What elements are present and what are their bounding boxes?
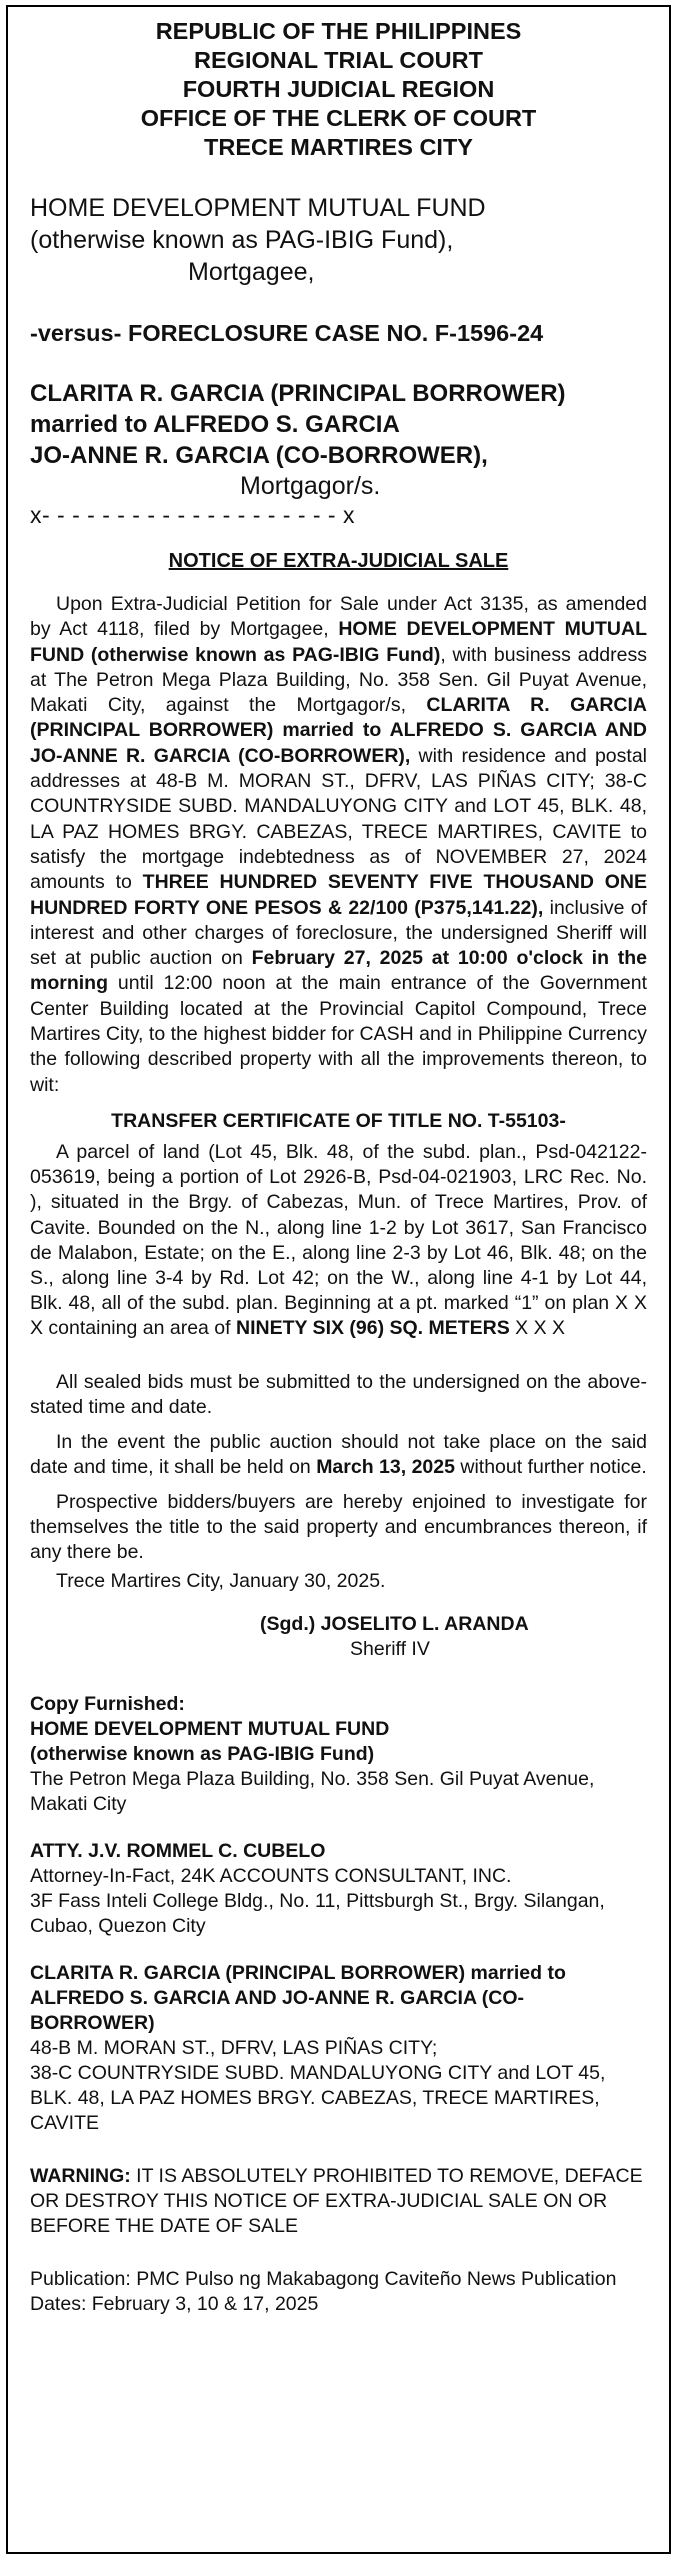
entry-address: The Petron Mega Plaza Building, No. 358 Sen. Gil Puyat Avenue, Makati City [30, 1767, 595, 1815]
bold-run: HOME DEVELOPMENT MUTUAL FUND (otherwise known as PAG-IBIG Fund) [30, 618, 647, 666]
publication-line: Publication: PMC Pulso ng Makabagong Caviteño News Publication [30, 2267, 617, 2290]
entry-address: Attorney-In-Fact, 24K ACCOUNTS CONSULTANT, INC. [30, 1864, 512, 1887]
plaintiff-name: HOME DEVELOPMENT MUTUAL FUND [30, 194, 486, 222]
tct-title: TRANSFER CERTIFICATE OF TITLE NO. T-55103- [111, 1109, 566, 1132]
bold-run: March 13, 2025 [316, 1455, 455, 1478]
bold-run: NINETY SIX (96) SQ. METERS [235, 1317, 510, 1340]
bidders-paragraph: Prospective bidders/buyers are hereby enjoined to investigate for themselves the title to the said property and encumbrances thereon, if any there be. [30, 1490, 647, 1563]
entry-name: CLARITA R. GARCIA (PRINCIPAL BORROWER) married to ALFREDO S. GARCIA AND JO-ANNE R. GARCIA (CO-BORROWER) [30, 1961, 566, 2034]
bold-run: THREE HUNDRED SEVENTY FIVE THOUSAND ONE HUNDRED FORTY ONE PESOS & 22/100 (P375,141.22), [30, 871, 647, 919]
bold-run: February 27, 2025 at 10:00 o'clock in the morning [30, 947, 648, 995]
defendant-line: married to ALFREDO S. GARCIA [30, 411, 400, 438]
header-line: OFFICE OF THE CLERK OF COURT [140, 105, 537, 131]
text-run: X X X [509, 1317, 566, 1340]
signatory-name: (Sgd.) JOSELITO L. ARANDA [260, 1612, 529, 1635]
court-header [30, 17, 647, 162]
entry-name: ATTY. J.V. ROMMEL C. CUBELO [30, 1839, 326, 1862]
copy-furnished-title: Copy Furnished: [30, 1692, 185, 1715]
defendant-line: CLARITA R. GARCIA (PRINCIPAL BORROWER) [30, 380, 566, 407]
text-run: In the event the public auction should not take place on the said date and time, it shall be held on [30, 1430, 647, 1478]
postpone-paragraph [30, 1430, 647, 1480]
entry-address: 3F Fass Inteli College Bldg., No. 11, Pittsburgh St., Brgy. Silangan, Cubao, Quezon City [30, 1889, 605, 1937]
notice-title: NOTICE OF EXTRA-JUDICIAL SALE [168, 550, 509, 572]
bids-paragraph: All sealed bids must be submitted to the undersigned on the above-stated time and date. [30, 1370, 647, 1418]
warning-notice [30, 2164, 647, 2239]
text-run: until 12:00 noon at the main entrance of the Government Center Building located at the Provincial Capitol Compound, Trece Martires City, to the highest bidder for CASH and in Philippine Currency the following described property with all the improvements thereon, to wit: [30, 972, 647, 1096]
plaintiff-block [30, 192, 647, 288]
header-line: FOURTH JUDICIAL REGION [182, 76, 495, 102]
main-paragraph [30, 592, 647, 1098]
signature-block [30, 1612, 647, 1662]
text-run: , with business address at The Petron Mega Plaza Building, No. 358 Sen. Gil Puyat Avenue, Makati City, against the Mortgagor/s, [30, 643, 647, 717]
date-line: Trece Martires City, January 30, 2025. [56, 1569, 386, 1592]
case-number-line: -versus- FORECLOSURE CASE NO. F-1596-24 [30, 320, 544, 346]
text-run: A parcel of land (Lot 45, Blk. 48, of the subd. plan., Psd-042122-053619, being a portion of Lot 2926-B, Psd-04-021903, LRC Rec. No. ), situated in the Brgy. of Cabezas, Mun. of Trece Martires, Prov. of Cavite. Bounded on the N., along line 1-2 by Lot 3617, San Francisco de Malabon, Estate; on the E., along line 2-3 by Lot 46, Blk. 48; on the S., along line 3-4 by Rd. Lot 42; on the W., along line 4-1 by Lot 44, Blk. 48, all of the subd. plan. Beginning at a pt. marked “1” on plan X X X containing an area of [30, 1140, 647, 1340]
parcel-description [30, 1140, 647, 1342]
header-line: TRECE MARTIRES CITY [204, 134, 473, 160]
plaintiff-alias: (otherwise known as PAG-IBIG Fund), [30, 226, 454, 254]
copy-furnished-entry [30, 1839, 647, 1939]
publication-info [30, 2267, 647, 2317]
entry-name: (otherwise known as PAG-IBIG Fund) [30, 1742, 375, 1765]
bold-run: CLARITA R. GARCIA (PRINCIPAL BORROWER) married to ALFREDO S. GARCIA AND JO-ANNE R. GARCIA (CO-BORROWER), [30, 694, 647, 767]
copy-furnished-entry [30, 1717, 647, 1817]
header-line: REPUBLIC OF THE PHILIPPINES [155, 18, 522, 44]
text-run: without further notice. [454, 1455, 647, 1478]
text-run: with residence and postal addresses at 48-B M. MORAN ST., DFRV, LAS PIÑAS CITY; 38-C COUNTRYSIDE SUBD. MANDALUYONG CITY and LOT 45, BLK. 48, LA PAZ HOMES BRGY. CABEZAS, TRECE MARTIRES, CAVITE to satisfy the mortgage indebtedness as of NOVEMBER 27, 2024 amounts to [30, 744, 647, 894]
publication-dates: Dates: February 3, 10 & 17, 2025 [30, 2292, 319, 2315]
text-run: Upon Extra-Judicial Petition for Sale under Act 3135, as amended by Act 4118, filed by Mortgagee, [30, 593, 647, 641]
entry-address: 48-B M. MORAN ST., DFRV, LAS PIÑAS CITY; [30, 2036, 438, 2059]
entry-address: 38-C COUNTRYSIDE SUBD. MANDALUYONG CITY and LOT 45, BLK. 48, LA PAZ HOMES BRGY. CABEZAS, TRECE MARTIRES, CAVITE [30, 2061, 606, 2134]
copy-furnished-entry [30, 1961, 647, 2136]
defendants-block [30, 378, 647, 471]
defendants-role: Mortgagor/s. [240, 472, 381, 500]
separator-line: x- - - - - - - - - - - - - - - - - - - - x [30, 502, 355, 528]
plaintiff-role: Mortgagee, [188, 258, 315, 286]
entry-name: HOME DEVELOPMENT MUTUAL FUND [30, 1717, 390, 1740]
header-line: REGIONAL TRIAL COURT [194, 47, 483, 73]
notice-page [6, 5, 671, 2554]
text-run: inclusive of interest and other charges of foreclosure, the undersigned Sheriff will set at public auction on [30, 896, 647, 970]
warning-label: WARNING: [30, 2164, 131, 2187]
warning-text: IT IS ABSOLUTELY PROHIBITED TO REMOVE, DEFACE OR DESTROY THIS NOTICE OF EXTRA-JUDICIAL SALE ON OR BEFORE THE DATE OF SALE [30, 2164, 643, 2237]
defendant-line: JO-ANNE R. GARCIA (CO-BORROWER), [30, 442, 488, 469]
signatory-title: Sheriff IV [350, 1637, 430, 1660]
